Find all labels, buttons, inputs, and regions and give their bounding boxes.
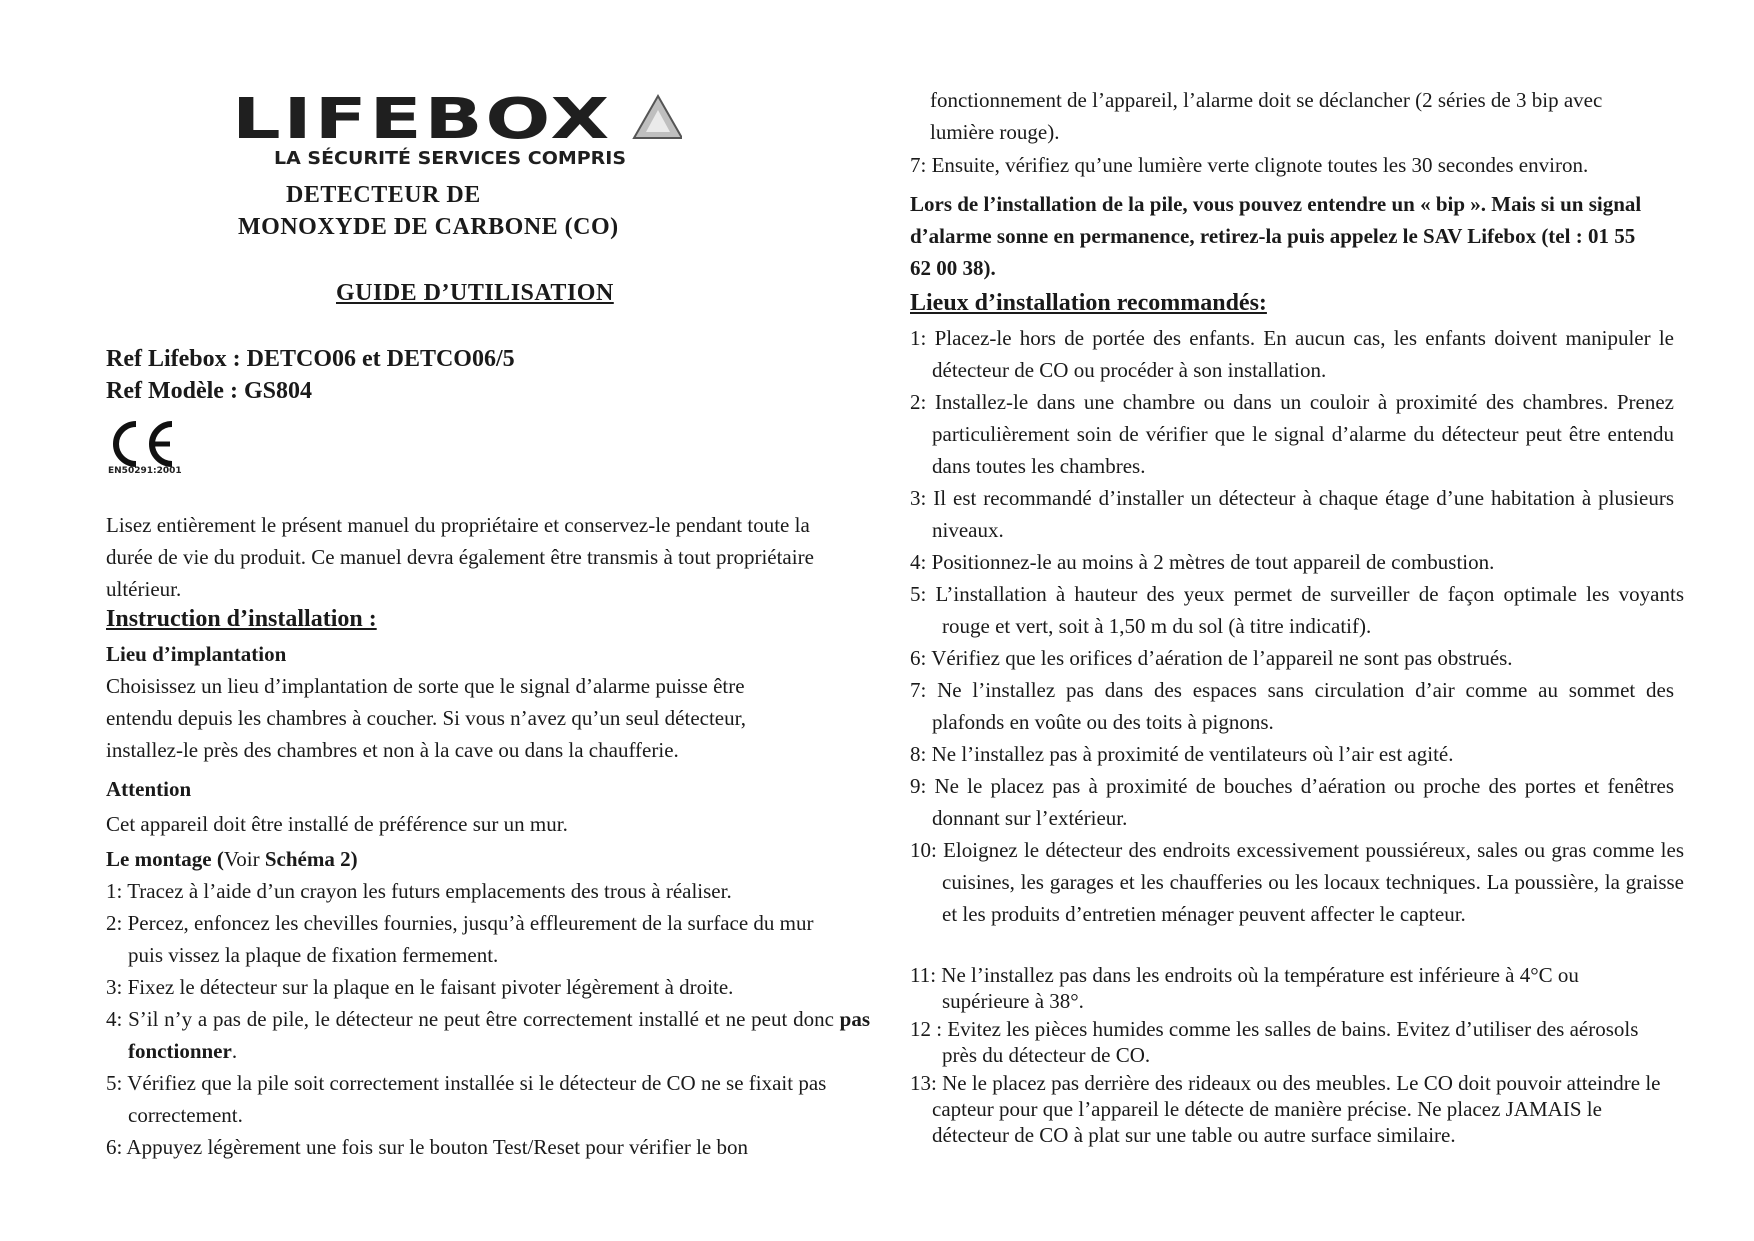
lieux-item-2: 2: Installez-le dans une chambre ou dans un couloir à proximité des chambres. Prenez particulièrement soin de vérifier que le signal d’alarme du détecteur peut être entendu dans toutes les chambres. xyxy=(910,390,1674,478)
attention-heading: Attention xyxy=(106,777,192,801)
montage-heading xyxy=(106,843,358,875)
intro-paragraph: Lisez entièrement le présent manuel du propriétaire et conservez-le pendant toute la durée de vie du produit. Ce manuel devra également être transmis à tout propriétaire ultérieur. xyxy=(106,513,814,601)
logo-tagline: LA SÉCURITÉ SERVICES COMPRIS xyxy=(274,148,608,169)
lieux-item-11: 11: Ne l’installez pas dans les endroits où la température est inférieure à 4°C ou supérieure à 38°. xyxy=(910,963,1579,1013)
montage-step-5: 5: Vérifiez que la pile soit correctement installée si le détecteur de CO ne se fixait pas correctement. xyxy=(106,1071,827,1127)
title-line-2: MONOXYDE DE CARBONE (CO) xyxy=(238,214,619,240)
lifebox-logo xyxy=(232,92,682,170)
lieux-item-12: 12 : Evitez les pièces humides comme les salles de bains. Evitez d’utiliser des aérosols près du détecteur de CO. xyxy=(910,1017,1639,1067)
logo-brand-text: LIFEBOX xyxy=(232,92,612,152)
lieux-item-5: 5: L’installation à hauteur des yeux permet de surveiller de façon optimale les voyants rouge et vert, soit à 1,50 m du sol (à titre indicatif). xyxy=(910,582,1684,638)
step4-text: 4: S’il n’y a pas de pile, le détecteur ne peut être correctement installé et ne peut donc xyxy=(106,1007,840,1031)
lieux-item-7: 7: Ne l’installez pas dans des espaces sans circulation d’air comme au sommet des plafonds en voûte ou des toits à pignons. xyxy=(910,678,1674,734)
lieux-item-3: 3: Il est recommandé d’installer un détecteur à chaque étage d’une habitation à plusieurs niveaux. xyxy=(910,486,1674,542)
lieux-item-8: 8: Ne l’installez pas à proximité de ventilateurs où l’air est agité. xyxy=(910,742,1454,766)
ref-lifebox: Ref Lifebox : DETCO06 et DETCO06/5 xyxy=(106,346,515,372)
installation-heading: Instruction d’installation : xyxy=(106,606,377,632)
montage-step-7: 7: Ensuite, vérifiez qu’une lumière verte clignote toutes les 30 secondes environ. xyxy=(910,153,1589,177)
montage-step-2: 2: Percez, enfoncez les chevilles fournies, jusqu’à effleurement de la surface du mur puis vissez la plaque de fixation fermement. xyxy=(106,911,814,967)
step4-bold: pas fonctionner xyxy=(128,1007,870,1063)
guide-title: GUIDE D’UTILISATION xyxy=(336,280,614,306)
warning-triangle-icon xyxy=(634,96,682,138)
lieu-text: Choisissez un lieu d’implantation de sorte que le signal d’alarme puisse être entendu depuis les chambres à coucher. Si vous n’avez qu’un seul détecteur, installez-le près des chambres et non à la cave ou dans la chaufferie. xyxy=(106,674,747,762)
lieux-item-9: 9: Ne le placez pas à proximité de bouches d’aération ou proche des portes et fenêtres donnant sur l’extérieur. xyxy=(910,774,1674,830)
montage-step-3: 3: Fixez le détecteur sur la plaque en le faisant pivoter légèrement à droite. xyxy=(106,975,734,999)
montage-step-1: 1: Tracez à l’aide d’un crayon les futurs emplacements des trous à réaliser. xyxy=(106,879,732,903)
montage-voir: Voir xyxy=(223,847,265,871)
step4-end: . xyxy=(231,1039,238,1063)
montage-schema: Schéma 2) xyxy=(264,847,358,871)
montage-step-6-cont: fonctionnement de l’appareil, l’alarme doit se déclancher (2 séries de 3 bip avec lumière rouge). xyxy=(930,88,1603,144)
lieux-item-6: 6: Vérifiez que les orifices d’aération de l’appareil ne sont pas obstrués. xyxy=(910,646,1513,670)
ce-norm-label: EN50291:2001 xyxy=(108,466,182,476)
lieux-item-4: 4: Positionnez-le au moins à 2 mètres de tout appareil de combustion. xyxy=(910,550,1495,574)
montage-bold: Le montage ( xyxy=(106,847,224,871)
lieux-item-13: 13: Ne le placez pas derrière des rideaux ou des meubles. Le CO doit pouvoir atteindre le capteur pour que l’appareil le détecte de manière précise. Ne placez JAMAIS le détecteur de CO à plat sur une table ou autre surface similaire. xyxy=(910,1071,1661,1147)
lieux-heading: Lieux d’installation recommandés: xyxy=(910,290,1267,316)
attention-text: Cet appareil doit être installé de préférence sur un mur. xyxy=(106,812,568,836)
montage-step-4 xyxy=(106,1003,870,1067)
lieu-heading: Lieu d’implantation xyxy=(106,642,287,666)
lieux-item-10: 10: Eloignez le détecteur des endroits excessivement poussiéreux, sales ou gras comme les cuisines, les garages et les chaufferies ou les locaux techniques. La poussière, la graisse et les produits d’entretien ménager peuvent affecter le capteur. xyxy=(910,838,1684,926)
ref-modele: Ref Modèle : GS804 xyxy=(106,378,312,404)
lieux-item-1: 1: Placez-le hors de portée des enfants. En aucun cas, les enfants doivent manipuler le détecteur de CO ou procéder à son installation. xyxy=(910,326,1674,382)
pile-warning: Lors de l’installation de la pile, vous pouvez entendre un « bip ». Mais si un signal d’alarme sonne en permanence, retirez-la puis appelez le SAV Lifebox (tel : 01 55 62 00 38). xyxy=(910,192,1642,280)
title-line-1: DETECTEUR DE xyxy=(286,182,481,208)
montage-step-6-start: 6: Appuyez légèrement une fois sur le bouton Test/Reset pour vérifier le bon xyxy=(106,1135,748,1159)
